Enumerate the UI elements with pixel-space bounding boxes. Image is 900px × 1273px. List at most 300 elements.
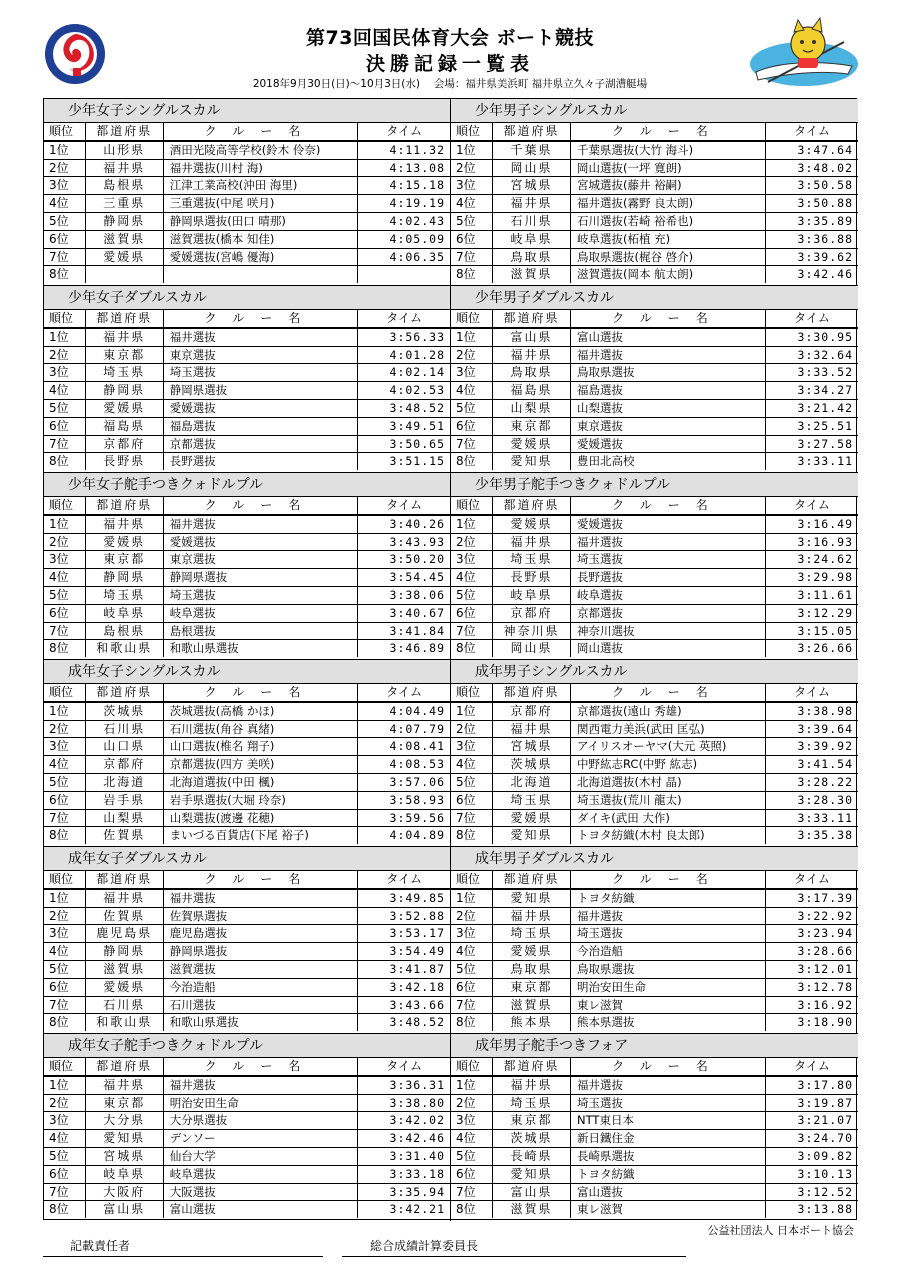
time-cell: 3:50.65 [389,436,445,451]
rank-header: 順位 [44,497,86,514]
crew-cell: 山梨選抜(渡邊 花穂) [164,810,359,827]
crew-cell: 福井選抜 [164,890,359,907]
rank-cell: 2位 [44,1095,86,1112]
table-row [451,737,858,755]
table-row [44,586,450,604]
time-header: タイム [386,1059,422,1073]
rank-cell: 1位 [44,142,86,159]
prefecture-cell [86,266,164,283]
time-cell: 3:50.88 [797,196,853,211]
table-row [44,907,450,925]
prefecture-cell: 福井県 [493,347,571,364]
table-row [451,942,858,960]
prefecture-cell: 東京都 [493,418,571,435]
time-cell: 4:06.35 [389,249,445,264]
prefecture-cell: 熊本県 [493,1014,571,1031]
table-row [44,550,450,568]
table-row [451,212,858,230]
prefecture-cell: 長野県 [493,569,571,586]
prefecture-header: 都道府県 [493,123,571,140]
time-cell: 3:39.92 [797,739,853,754]
table-row [451,363,858,381]
table-row [44,568,450,586]
crew-cell: 神奈川選抜 [571,623,766,640]
prefecture-cell: 福井県 [493,908,571,925]
time-cell: 3:50.20 [389,552,445,567]
crew-cell: 岐阜選抜(柘植 充) [571,231,766,248]
crew-cell: 岡山選抜 [571,640,766,657]
time-cell: 3:35.89 [797,213,853,228]
prefecture-cell: 岐阜県 [86,1166,164,1183]
time-cell: 3:28.66 [797,944,853,959]
time-cell: 3:57.06 [389,774,445,789]
crew-cell: 大分県選抜 [164,1112,359,1129]
time-header: タイム [794,1059,830,1073]
table-row [44,1183,450,1201]
mascot-rowing-icon [748,12,860,94]
table-row [451,417,858,435]
rank-cell: 8位 [44,640,86,657]
prefecture-cell: 福井県 [493,534,571,551]
prefecture-cell: 愛媛県 [86,979,164,996]
time-cell: 3:43.66 [389,997,445,1012]
rank-cell: 7位 [451,623,493,640]
prefecture-cell: 岐阜県 [493,231,571,248]
time-cell: 4:19.19 [389,196,445,211]
crew-cell: 京都選抜 [164,436,359,453]
rank-header: 順位 [44,1058,86,1075]
crew-cell: 北海道選抜(中田 楓) [164,774,359,791]
crew-cell: 福井選抜 [164,516,359,533]
rank-cell: 4位 [44,756,86,773]
prefecture-cell: 富山県 [493,329,571,346]
event-table [451,473,858,660]
rank-header: 順位 [451,684,493,701]
event-title: 成年男子舵手つきフォア [451,1034,858,1058]
crew-cell: 今治造船 [164,979,359,996]
time-cell: 3:26.66 [797,641,853,656]
table-row [44,363,450,381]
table-row [451,826,858,844]
dates-venue: 2018年9月30日(日)〜10月3日(水) 会場：福井県美浜町 福井県立久々子湖漕艇場 [252,78,648,90]
table-row [44,978,450,996]
time-cell: 4:11.32 [389,142,445,157]
rank-cell: 2位 [44,347,86,364]
table-row [44,346,450,364]
table-row [44,452,450,470]
rank-cell: 6位 [451,1166,493,1183]
prefecture-cell: 埼玉県 [493,1095,571,1112]
prefecture-cell: 愛媛県 [86,534,164,551]
rank-cell: 7位 [44,249,86,266]
prefecture-header: 都道府県 [86,497,164,514]
rank-cell: 1位 [451,890,493,907]
prefecture-cell: 鹿児島県 [86,925,164,942]
prefecture-cell: 和歌山県 [86,1014,164,1031]
table-row [451,889,858,907]
rank-cell: 4位 [451,195,493,212]
crew-cell: 福井選抜(霧野 良太朗) [571,195,766,212]
time-cell: 3:22.92 [797,908,853,923]
table-row [451,604,858,622]
rank-header: 順位 [44,684,86,701]
time-header: タイム [386,872,422,886]
prefecture-cell: 島根県 [86,623,164,640]
prefecture-cell: 和歌山県 [86,640,164,657]
rank-cell: 1位 [451,1077,493,1094]
table-row [44,399,450,417]
table-row [44,515,450,533]
crew-cell: 福井選抜 [571,347,766,364]
crew-cell: 明治安田生命 [164,1095,359,1112]
rank-cell: 3位 [451,177,493,194]
time-cell: 3:42.18 [389,979,445,994]
prefecture-cell: 福井県 [86,1077,164,1094]
time-cell: 3:36.88 [797,231,853,246]
table-row [451,720,858,738]
time-cell [358,266,450,283]
table-row [44,889,450,907]
rank-cell: 7位 [44,997,86,1014]
table-row [451,176,858,194]
crew-cell: アイリスオーヤマ(大元 英照) [571,738,766,755]
rank-cell: 5位 [44,961,86,978]
rank-cell: 1位 [451,329,493,346]
time-cell: 3:10.13 [797,1166,853,1181]
prefecture-cell: 宮城県 [86,1148,164,1165]
time-cell: 3:32.64 [797,347,853,362]
rank-header: 順位 [44,123,86,140]
crew-cell: デンソー [164,1130,359,1147]
prefecture-cell: 滋賀県 [493,997,571,1014]
rank-cell: 4位 [451,756,493,773]
time-cell: 3:38.06 [389,587,445,602]
rank-cell: 5位 [44,400,86,417]
crew-cell: 埼玉選抜 [164,587,359,604]
prefecture-cell: 福井県 [86,160,164,177]
table-row [451,1165,858,1183]
crew-cell: まいづる百貨店(下尾 裕子) [164,827,359,844]
rank-cell: 1位 [44,703,86,720]
prefecture-cell: 福島県 [86,418,164,435]
time-cell: 4:02.43 [389,213,445,228]
table-row [451,194,858,212]
table-row [451,622,858,640]
time-cell: 3:33.11 [797,454,853,469]
rank-cell: 1位 [44,1077,86,1094]
rank-cell: 8位 [451,1201,493,1218]
prefecture-cell: 山形県 [86,142,164,159]
table-row [44,248,450,266]
rank-cell: 5位 [451,213,493,230]
rank-cell: 3位 [44,738,86,755]
table-row [451,755,858,773]
crew-cell: 仙台大学 [164,1148,359,1165]
crew-header: クルー名 [164,871,359,888]
crew-cell: 三重選抜(中尾 咲月) [164,195,359,212]
prefecture-cell: 鳥取県 [493,961,571,978]
time-cell: 3:54.45 [389,570,445,585]
event-title: 成年男子ダブルスカル [451,847,858,871]
prefecture-cell: 宮城県 [493,177,571,194]
time-cell: 4:02.53 [389,383,445,398]
crew-cell: 埼玉選抜 [164,364,359,381]
event-table [44,660,451,847]
crew-cell: 福井選抜 [164,329,359,346]
prefecture-cell: 石川県 [493,213,571,230]
time-cell: 3:12.01 [797,961,853,976]
prefecture-cell: 岡山県 [493,160,571,177]
table-row [44,194,450,212]
prefecture-cell: 岐阜県 [493,587,571,604]
time-cell: 3:46.89 [389,641,445,656]
rank-cell: 8位 [451,640,493,657]
rank-header: 順位 [44,871,86,888]
time-header: タイム [386,311,422,325]
prefecture-cell: 東京都 [493,1112,571,1129]
crew-cell: 岐阜選抜 [164,605,359,622]
time-cell: 4:08.41 [389,739,445,754]
table-row [451,586,858,604]
prefecture-cell: 京都府 [86,756,164,773]
crew-cell: 和歌山県選抜 [164,1014,359,1031]
table-row [451,1147,858,1165]
crew-cell: 明治安田生命 [571,979,766,996]
rank-cell: 6位 [451,792,493,809]
table-row [451,399,858,417]
crew-cell: 愛媛選抜 [571,436,766,453]
time-cell: 3:38.80 [389,1095,445,1110]
crew-header: クルー名 [571,684,766,701]
prefecture-cell: 京都府 [86,436,164,453]
rank-cell: 3位 [44,177,86,194]
prefecture-cell: 愛知県 [493,827,571,844]
prefecture-header: 都道府県 [493,310,571,327]
prefecture-cell: 富山県 [86,1201,164,1218]
event-title: 少年女子シングルスカル [44,99,450,123]
crew-cell: 埼玉選抜(荒川 龍太) [571,792,766,809]
rank-cell: 4位 [451,382,493,399]
time-cell: 3:12.52 [797,1184,853,1199]
crew-cell: ダイキ(武田 大作) [571,810,766,827]
prefecture-cell: 静岡県 [86,943,164,960]
table-row [44,960,450,978]
time-cell: 3:25.51 [797,418,853,433]
crew-cell: 静岡県選抜 [164,943,359,960]
event-table [44,473,451,660]
crew-header: クルー名 [571,123,766,140]
rank-cell: 8位 [44,1014,86,1031]
prefecture-cell: 茨城県 [493,1130,571,1147]
crew-cell: 東京選抜 [164,551,359,568]
prefecture-cell: 山梨県 [86,810,164,827]
rank-cell: 6位 [451,979,493,996]
table-row [44,639,450,657]
time-cell: 3:33.52 [797,365,853,380]
table-row [44,1076,450,1094]
crew-cell: 滋賀選抜(岡本 航太朗) [571,266,766,283]
table-row [451,346,858,364]
crew-cell: 石川選抜(角谷 真緒) [164,721,359,738]
prefecture-cell: 鳥取県 [493,249,571,266]
crew-cell: 長崎県選抜 [571,1148,766,1165]
time-cell: 3:24.70 [797,1131,853,1146]
rank-cell: 2位 [451,908,493,925]
table-row [44,604,450,622]
prefecture-cell: 福井県 [86,890,164,907]
table-row [44,176,450,194]
time-cell: 3:52.88 [389,908,445,923]
time-cell: 3:09.82 [797,1148,853,1163]
time-cell: 3:41.54 [797,757,853,772]
crew-header: クルー名 [571,310,766,327]
rank-cell: 6位 [44,1166,86,1183]
recorder-label: 記載責任者 [70,1239,131,1253]
event-table [44,1034,451,1221]
prefecture-header: 都道府県 [493,871,571,888]
table-row [451,791,858,809]
time-cell: 3:53.17 [389,926,445,941]
table-row [44,720,450,738]
crew-cell: 長野選抜 [164,453,359,470]
rank-cell: 1位 [44,890,86,907]
time-cell: 3:42.46 [797,267,853,282]
time-cell: 3:42.46 [389,1131,445,1146]
table-row [44,773,450,791]
prefecture-cell: 福井県 [493,195,571,212]
prefecture-cell: 千葉県 [493,142,571,159]
prefecture-cell: 島根県 [86,177,164,194]
prefecture-cell: 愛媛県 [86,400,164,417]
crew-header: クルー名 [571,497,766,514]
table-row [44,1111,450,1129]
crew-cell: 中野紘志RC(中野 紘志) [571,756,766,773]
crew-cell: 山口選抜(椎名 翔子) [164,738,359,755]
prefecture-cell: 岩手県 [86,792,164,809]
prefecture-cell: 石川県 [86,721,164,738]
prefecture-cell: 埼玉県 [493,551,571,568]
table-row [451,265,858,283]
crew-cell: 江津工業高校(沖田 海里) [164,177,359,194]
prefecture-header: 都道府県 [86,310,164,327]
crew-cell: 愛媛選抜(宮嶋 優海) [164,249,359,266]
prefecture-cell: 神奈川県 [493,623,571,640]
prefecture-cell: 福島県 [493,382,571,399]
time-cell: 3:17.80 [797,1077,853,1092]
table-row [44,1129,450,1147]
event-title: 少年女子舵手つきクォドルプル [44,473,450,497]
time-cell: 3:59.56 [389,810,445,825]
crew-cell: 石川選抜 [164,997,359,1014]
prefecture-cell: 京都府 [493,703,571,720]
table-header-row [451,684,858,702]
event-title: 少年男子シングルスカル [451,99,858,123]
crew-cell: トヨタ紡織(木村 良太郎) [571,827,766,844]
time-cell: 3:15.05 [797,623,853,638]
time-cell: 3:19.87 [797,1095,853,1110]
results-grid [43,98,857,1220]
table-row [44,737,450,755]
prefecture-header: 都道府県 [86,123,164,140]
table-row [44,1094,450,1112]
time-cell: 3:17.39 [797,890,853,905]
crew-header: クルー名 [164,1058,359,1075]
table-row [44,1200,450,1218]
crew-cell: 宮城選抜(藤井 裕嗣) [571,177,766,194]
rank-cell: 4位 [44,943,86,960]
table-row [451,978,858,996]
time-cell: 4:13.08 [389,160,445,175]
time-cell: 3:11.61 [797,587,853,602]
rank-cell: 8位 [451,827,493,844]
prefecture-cell: 愛媛県 [493,436,571,453]
crew-cell: 福井選抜(川村 海) [164,160,359,177]
crew-cell: 東レ滋賀 [571,997,766,1014]
time-cell: 3:49.51 [389,418,445,433]
time-header: タイム [794,685,830,699]
prefecture-cell: 静岡県 [86,382,164,399]
rank-cell: 6位 [451,231,493,248]
crew-header: クルー名 [164,497,359,514]
event-title: 少年女子ダブルスカル [44,286,450,310]
table-row [451,328,858,346]
time-cell: 3:18.90 [797,1015,853,1030]
rank-header: 順位 [451,497,493,514]
prefecture-cell: 滋賀県 [493,1201,571,1218]
crew-cell: 福島選抜 [571,382,766,399]
table-row [44,435,450,453]
crew-cell: 福井選抜 [571,534,766,551]
time-cell: 4:05.09 [389,231,445,246]
crew-cell: 山梨選抜 [571,400,766,417]
crew-header: クルー名 [164,123,359,140]
table-row [451,907,858,925]
crew-header: クルー名 [164,310,359,327]
time-header: タイム [386,124,422,138]
crew-cell: 静岡県選抜(田口 晴那) [164,213,359,230]
rank-cell: 3位 [44,1112,86,1129]
committee-signature-line [342,1256,686,1257]
crew-cell: 新日鐵住金 [571,1130,766,1147]
time-header: タイム [386,685,422,699]
rank-cell: 3位 [451,551,493,568]
time-cell: 3:12.29 [797,605,853,620]
table-row [44,1013,450,1031]
rank-cell: 6位 [44,979,86,996]
crew-cell: 島根選抜 [164,623,359,640]
crew-cell: 富山選抜 [571,1184,766,1201]
crew-cell: 石川選抜(若崎 裕希也) [571,213,766,230]
crew-cell: 東京選抜 [164,347,359,364]
time-cell: 3:40.26 [389,516,445,531]
table-row [451,159,858,177]
prefecture-cell: 茨城県 [493,756,571,773]
time-cell: 3:13.88 [797,1202,853,1217]
table-header-row [451,310,858,328]
event-title: 成年女子ダブルスカル [44,847,450,871]
crew-cell: トヨタ紡織 [571,890,766,907]
rank-cell: 1位 [451,703,493,720]
rank-cell: 2位 [451,534,493,551]
prefecture-cell: 北海道 [493,774,571,791]
rank-cell: 3位 [451,738,493,755]
prefecture-cell: 佐賀県 [86,908,164,925]
table-row [451,533,858,551]
prefecture-cell: 山口県 [86,738,164,755]
rank-cell: 1位 [451,142,493,159]
table-header-row [44,310,450,328]
rank-cell: 6位 [451,605,493,622]
